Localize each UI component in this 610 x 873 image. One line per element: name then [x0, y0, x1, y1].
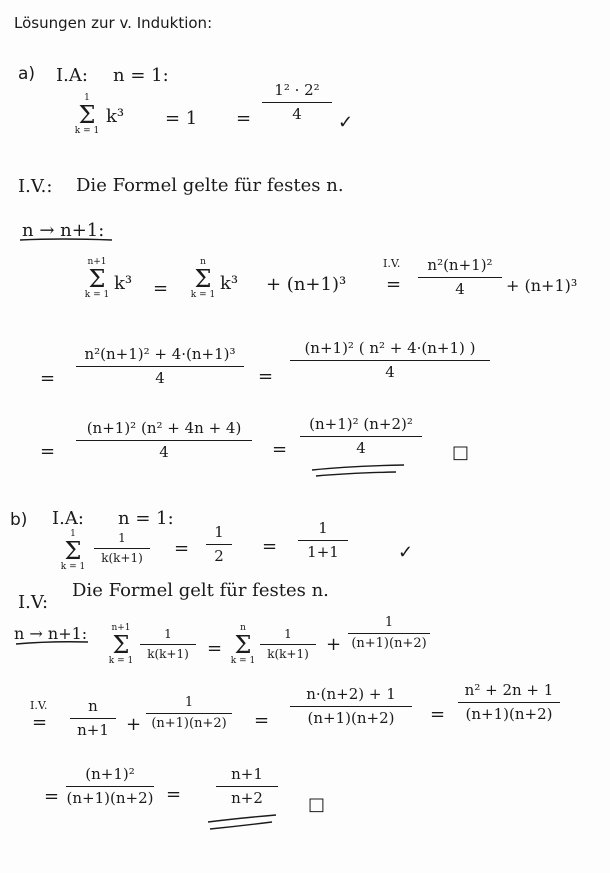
a-step-label: n → n+1:: [22, 220, 105, 241]
b-l3-eq: =: [44, 786, 60, 807]
underline-stroke: [210, 822, 272, 829]
fraction-numerator: n+1: [231, 765, 263, 783]
underline-stroke: [20, 239, 112, 240]
fraction-numerator: (n+1)² (n² + 4n + 4): [86, 419, 242, 437]
fraction-numerator: n²(n+1)²: [427, 256, 493, 274]
a-step-summand: k³: [114, 273, 133, 294]
a-step-eq: =: [153, 278, 169, 299]
sum-lower: k = 1: [84, 290, 110, 300]
fraction-denominator: 2: [214, 546, 224, 565]
fraction-numerator: n² + 2n + 1: [464, 681, 554, 699]
sum-upper: n+1: [87, 257, 107, 267]
b-qed-box: □: [308, 794, 326, 815]
a-ia-n: n = 1:: [113, 65, 169, 86]
sum-lower: k = 1: [190, 290, 216, 300]
a-ia-check-mark: ✓: [338, 112, 354, 133]
fraction-denominator: (n+1)(n+2): [465, 704, 553, 723]
sigma-symbol: Σ: [234, 631, 252, 659]
fraction-denominator: (n+1)(n+2): [351, 636, 427, 652]
sum-lower: k = 1: [74, 126, 100, 136]
sum-upper: 1: [70, 529, 76, 539]
a-step-iv-note: I.V.: [383, 257, 401, 270]
fraction-numerator: (n+1)² (n+2)²: [309, 415, 413, 433]
sum-upper: n: [200, 257, 206, 267]
a-ia-label: I.A:: [56, 65, 88, 86]
underline-stroke: [16, 642, 88, 644]
b-step-plus: +: [326, 634, 342, 655]
b-l2-plus: +: [126, 714, 142, 735]
fraction-numerator: 1: [318, 519, 328, 537]
fraction-denominator: n+2: [231, 788, 263, 807]
b-ia-n: n = 1:: [118, 508, 174, 529]
fraction-denominator: n+1: [77, 720, 109, 739]
fraction-numerator: (n+1)² ( n² + 4·(n+1) ): [304, 339, 476, 357]
b-l2-eq3: =: [430, 704, 446, 725]
a-ia-summand: k³: [106, 106, 125, 127]
fraction-numerator: n: [88, 697, 98, 715]
fraction-numerator: 1: [384, 615, 394, 630]
a-l3-eq: =: [40, 441, 56, 462]
a-l3-eq2: =: [272, 439, 288, 460]
sigma-symbol: Σ: [64, 537, 82, 565]
fraction-numerator: 1: [184, 695, 194, 710]
part-a-label: a): [18, 64, 36, 84]
fraction-numerator: 1: [118, 531, 126, 545]
sigma-symbol: Σ: [88, 265, 106, 293]
fraction-denominator: 4: [292, 104, 302, 123]
sigma-symbol: Σ: [78, 101, 96, 129]
underline-stroke: [208, 815, 276, 822]
b-step-eq: =: [207, 638, 223, 659]
fraction-numerator: n·(n+2) + 1: [306, 685, 396, 703]
underline-stroke: [312, 465, 404, 470]
a-step-tail: + (n+1)³: [506, 276, 578, 295]
page-title: Lösungen zur v. Induktion:: [14, 14, 213, 32]
b-ia-eq1: =: [174, 538, 190, 559]
a-qed-box: □: [452, 442, 470, 463]
b-l2-eq: =: [32, 712, 48, 733]
b-l2-eq2: =: [254, 710, 270, 731]
sum-upper: 1: [84, 93, 90, 103]
sigma-symbol: Σ: [112, 631, 130, 659]
sum-upper: n: [240, 623, 246, 633]
a-step-plus-term: + (n+1)³: [266, 274, 347, 295]
a-step-summand2: k³: [220, 273, 239, 294]
b-ia-label: I.A:: [52, 508, 84, 529]
sigma-symbol: Σ: [194, 265, 212, 293]
sum-lower: k = 1: [60, 562, 86, 572]
fraction-denominator: 4: [385, 362, 395, 381]
sum-lower: k = 1: [230, 656, 256, 666]
fraction-denominator: 4: [155, 368, 165, 387]
fraction-denominator: 4: [159, 442, 169, 461]
fraction-denominator: (n+1)(n+2): [66, 788, 154, 807]
fraction-denominator: (n+1)(n+2): [307, 708, 395, 727]
fraction-denominator: 1+1: [307, 542, 339, 561]
b-iv-text: Die Formel gelt für festes n.: [72, 580, 329, 601]
fraction-denominator: k(k+1): [267, 647, 309, 662]
fraction-numerator: 1² · 2²: [274, 81, 320, 99]
b-ia-check-mark: ✓: [398, 542, 414, 563]
fraction-numerator: (n+1)²: [85, 765, 135, 783]
a-l2-eq2: =: [258, 366, 274, 387]
a-ia-eq2: =: [236, 108, 252, 129]
fraction-denominator: k(k+1): [101, 551, 143, 566]
fraction-denominator: k(k+1): [147, 647, 189, 662]
fraction-numerator: 1: [284, 627, 292, 641]
fraction-denominator: (n+1)(n+2): [151, 716, 227, 732]
fraction-denominator: 4: [356, 438, 366, 457]
b-ia-eq2: =: [262, 536, 278, 557]
part-b-label: b): [10, 510, 28, 530]
a-step-eq2: =: [386, 274, 402, 295]
fraction-numerator: n²(n+1)² + 4·(n+1)³: [84, 345, 236, 363]
b-step-label: n → n+1:: [14, 624, 88, 643]
a-iv-text: Die Formel gelte für festes n.: [76, 175, 344, 196]
b-l3-eq2: =: [166, 784, 182, 805]
a-ia-eq1: = 1: [165, 108, 198, 129]
a-iv-label: I.V.:: [18, 176, 53, 197]
b-iv-label: I.V:: [18, 592, 49, 613]
fraction-numerator: 1: [164, 627, 172, 641]
b-l2-iv-note: I.V.: [30, 699, 48, 712]
fraction-numerator: 1: [214, 523, 224, 541]
a-l2-eq: =: [40, 368, 56, 389]
fraction-denominator: 4: [455, 279, 465, 298]
sum-lower: k = 1: [108, 656, 134, 666]
sum-upper: n+1: [111, 623, 131, 633]
underline-stroke: [316, 472, 396, 476]
